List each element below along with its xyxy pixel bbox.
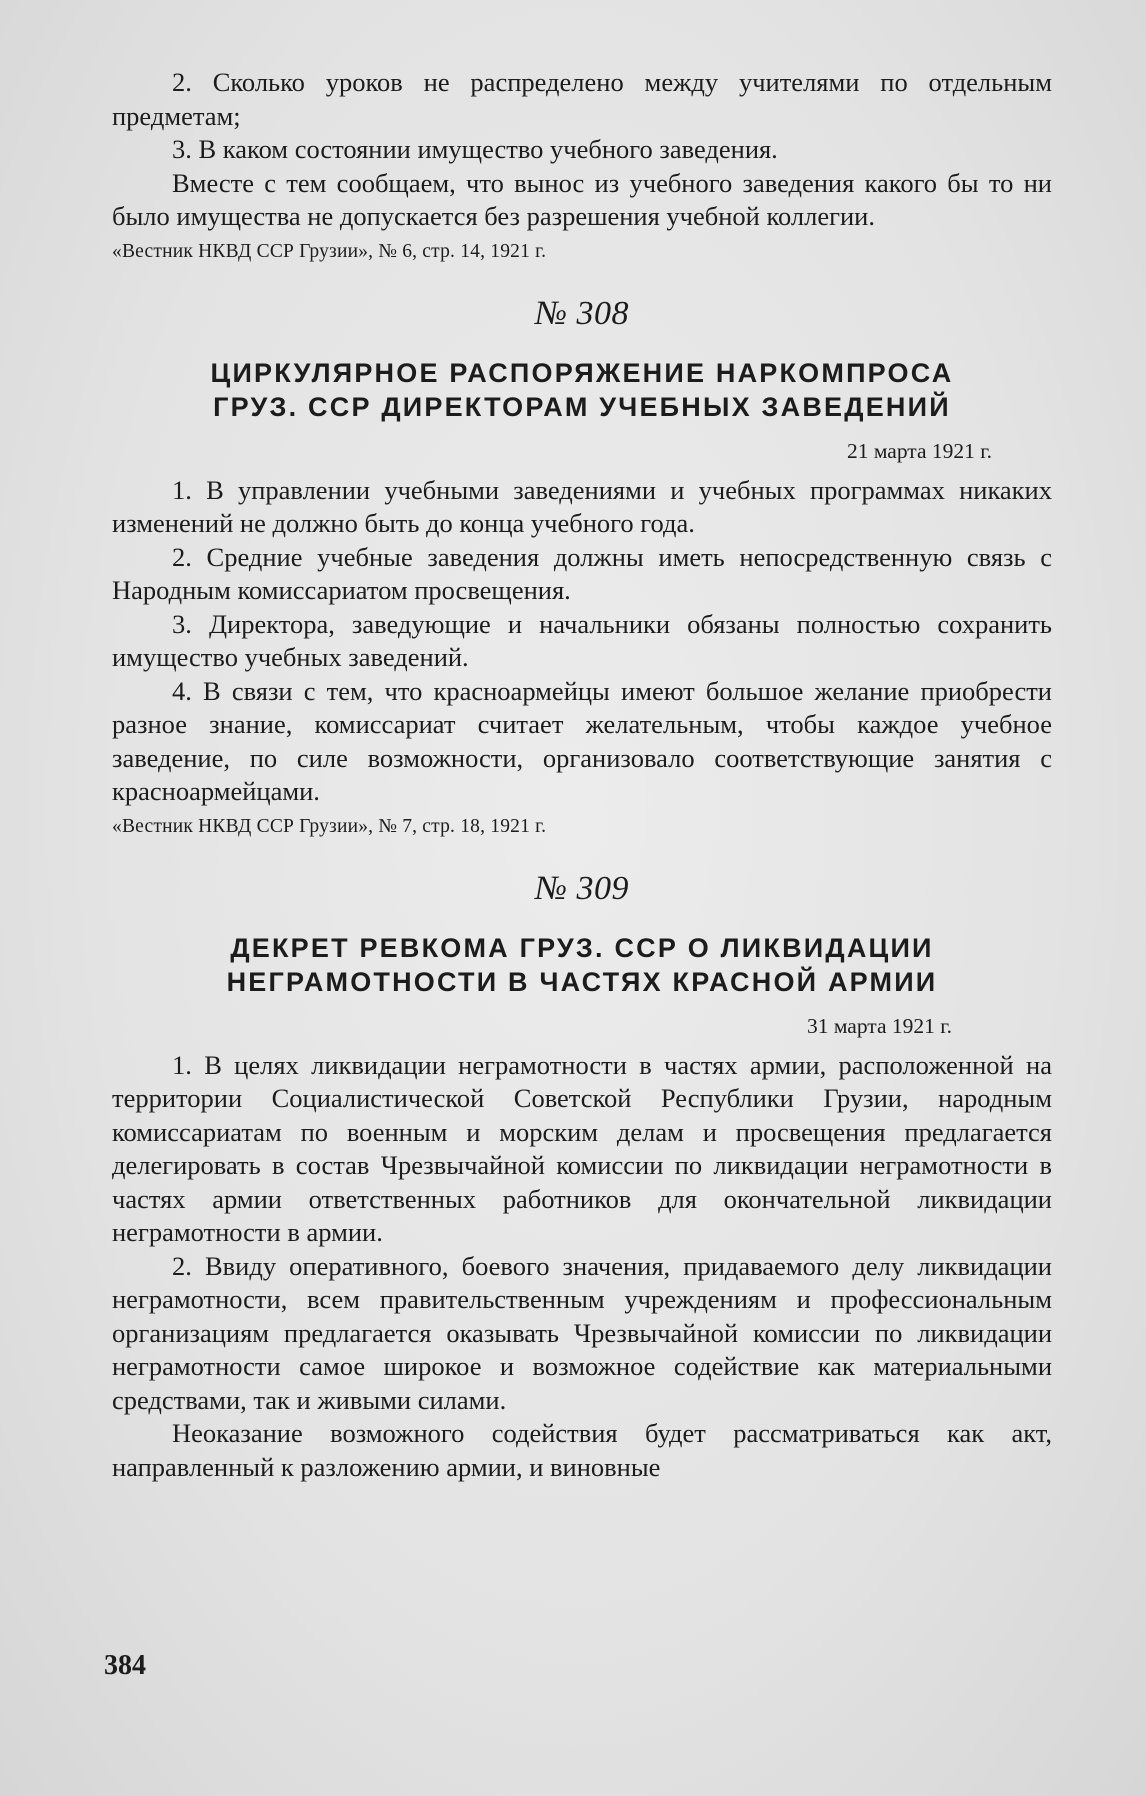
paragraph: 1. В управлении учебными заведениями и учебных программах никаких изменений не должно быть до конца учебного года. bbox=[112, 474, 1052, 538]
paragraph: Вместе с тем сообщаем, что вынос из учебного заведения какого бы то ни было имущества не допускается без разрешения учебной коллегии. bbox=[112, 167, 1052, 231]
document-number: № 309 bbox=[534, 869, 630, 907]
paragraph: 2. Ввиду оперативного, боевого значения, придаваемого делу ликвидации неграмотности, всем правительственным учреждениям и профессиональным организациям предлагается оказывать Чрезвычайной комиссии по ликвидации неграмотности самое широкое и возможное содействие как материальными средствами, так и живыми силами. bbox=[112, 1250, 1052, 1415]
paragraph: 2. Средние учебные заведения должны иметь непосредственную связь с Народным комиссариатом просвещения. bbox=[112, 541, 1052, 605]
paragraph: 4. В связи с тем, что красноармейцы имеют большое желание приобрести разное знание, комиссариат считает желательным, чтобы каждое учебное заведение, по силе возможности, организовало соответствующие занятия с красноармейцами. bbox=[112, 675, 1052, 806]
paragraph: Неоказание возможного содействия будет рассматриваться как акт, направленный к разложению армии, и виновные bbox=[112, 1418, 1052, 1482]
document-title-line: НЕГРАМОТНОСТИ В ЧАСТЯХ КРАСНОЙ АРМИИ bbox=[226, 966, 938, 997]
document-title-line: ГРУЗ. ССР ДИРЕКТОРАМ УЧЕБНЫХ ЗАВЕДЕНИЙ bbox=[213, 391, 951, 422]
paragraph: 2. Сколько уроков не распределено между учителями по отдельным предметам; bbox=[112, 67, 1052, 131]
document-title-line: ДЕКРЕТ РЕВКОМА ГРУЗ. ССР О ЛИКВИДАЦИИ bbox=[230, 932, 934, 963]
document-number: № 308 bbox=[534, 294, 630, 332]
previous-document-continuation bbox=[112, 66, 1052, 266]
document-date: 21 марта 1921 г. bbox=[846, 438, 992, 463]
paragraph: 1. В целях ликвидации неграмотности в частях армии, расположенной на территории Социалистической Советской Республики Грузии, народным комиссариатам по военным и морским делам и просвещения предлагается делегировать в состав Чрезвычайной комиссии по ликвидации неграмотности в частях армии ответственных работников для окончательной ликвидации неграмотности в армии. bbox=[112, 1049, 1052, 1247]
document-309 bbox=[112, 869, 1052, 1485]
paragraph: 3. В каком состоянии имущество учебного заведения. bbox=[172, 134, 778, 164]
document-title-line: ЦИРКУЛЯРНОЕ РАСПОРЯЖЕНИЕ НАРКОМПРОСА bbox=[210, 357, 954, 388]
text-column bbox=[112, 66, 1052, 1484]
source-citation: «Вестник НКВД ССР Грузии», № 7, стр. 18, 1921 г. bbox=[112, 815, 547, 837]
document-date: 31 марта 1921 г. bbox=[806, 1013, 952, 1038]
paragraph: 3. Директора, заведующие и начальники обязаны полностью сохранить имущество учебных заведений. bbox=[112, 608, 1052, 672]
source-citation: «Вестник НКВД ССР Грузии», № 6, стр. 14, 1921 г. bbox=[112, 240, 547, 262]
document-308 bbox=[112, 294, 1052, 841]
page-number: 384 bbox=[104, 1650, 146, 1681]
